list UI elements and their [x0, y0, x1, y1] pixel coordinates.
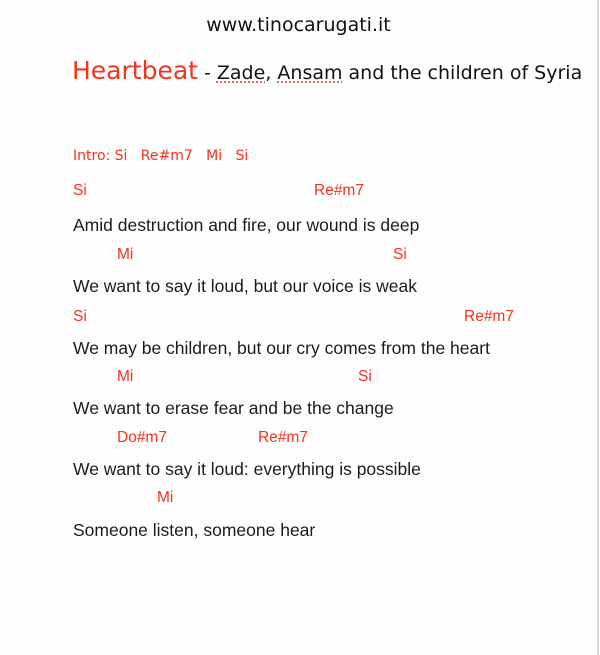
- chord: Si: [73, 308, 87, 325]
- lyric-line: We may be children, but our cry comes from the heart: [73, 338, 490, 358]
- chord: Mi: [117, 246, 134, 263]
- site-url: www.tinocarugati.it: [206, 14, 391, 36]
- lyric-line: Someone listen, someone hear: [73, 520, 316, 540]
- lyric-line: We want to say it loud: everything is possible: [73, 459, 421, 479]
- chord: Do#m7: [117, 429, 167, 446]
- artist-comma: ,: [265, 62, 278, 84]
- chord: Re#m7: [258, 429, 308, 446]
- lyric-line: Amid destruction and fire, our wound is deep: [73, 215, 420, 235]
- chord: Re#m7: [314, 182, 364, 199]
- lyric-line: We want to say it loud, but our voice is weak: [73, 276, 418, 296]
- chord: Si: [73, 182, 87, 199]
- title-separator: -: [197, 62, 217, 84]
- chord: Si: [358, 368, 372, 385]
- chord: Si: [393, 246, 407, 263]
- chord: Mi: [157, 489, 174, 506]
- chord: Mi: [117, 368, 134, 385]
- artist-zade: Zade: [216, 62, 266, 84]
- intro-chords: Intro: Si Re#m7 Mi Si: [73, 148, 249, 164]
- artist-rest: and the children of Syria: [342, 62, 583, 84]
- lyric-line: We want to erase fear and be the change: [73, 398, 394, 418]
- song-heading: [72, 56, 582, 85]
- song-title: Heartbeat: [72, 56, 198, 85]
- artist-ansam: Ansam: [277, 62, 343, 84]
- chord: Re#m7: [464, 308, 514, 325]
